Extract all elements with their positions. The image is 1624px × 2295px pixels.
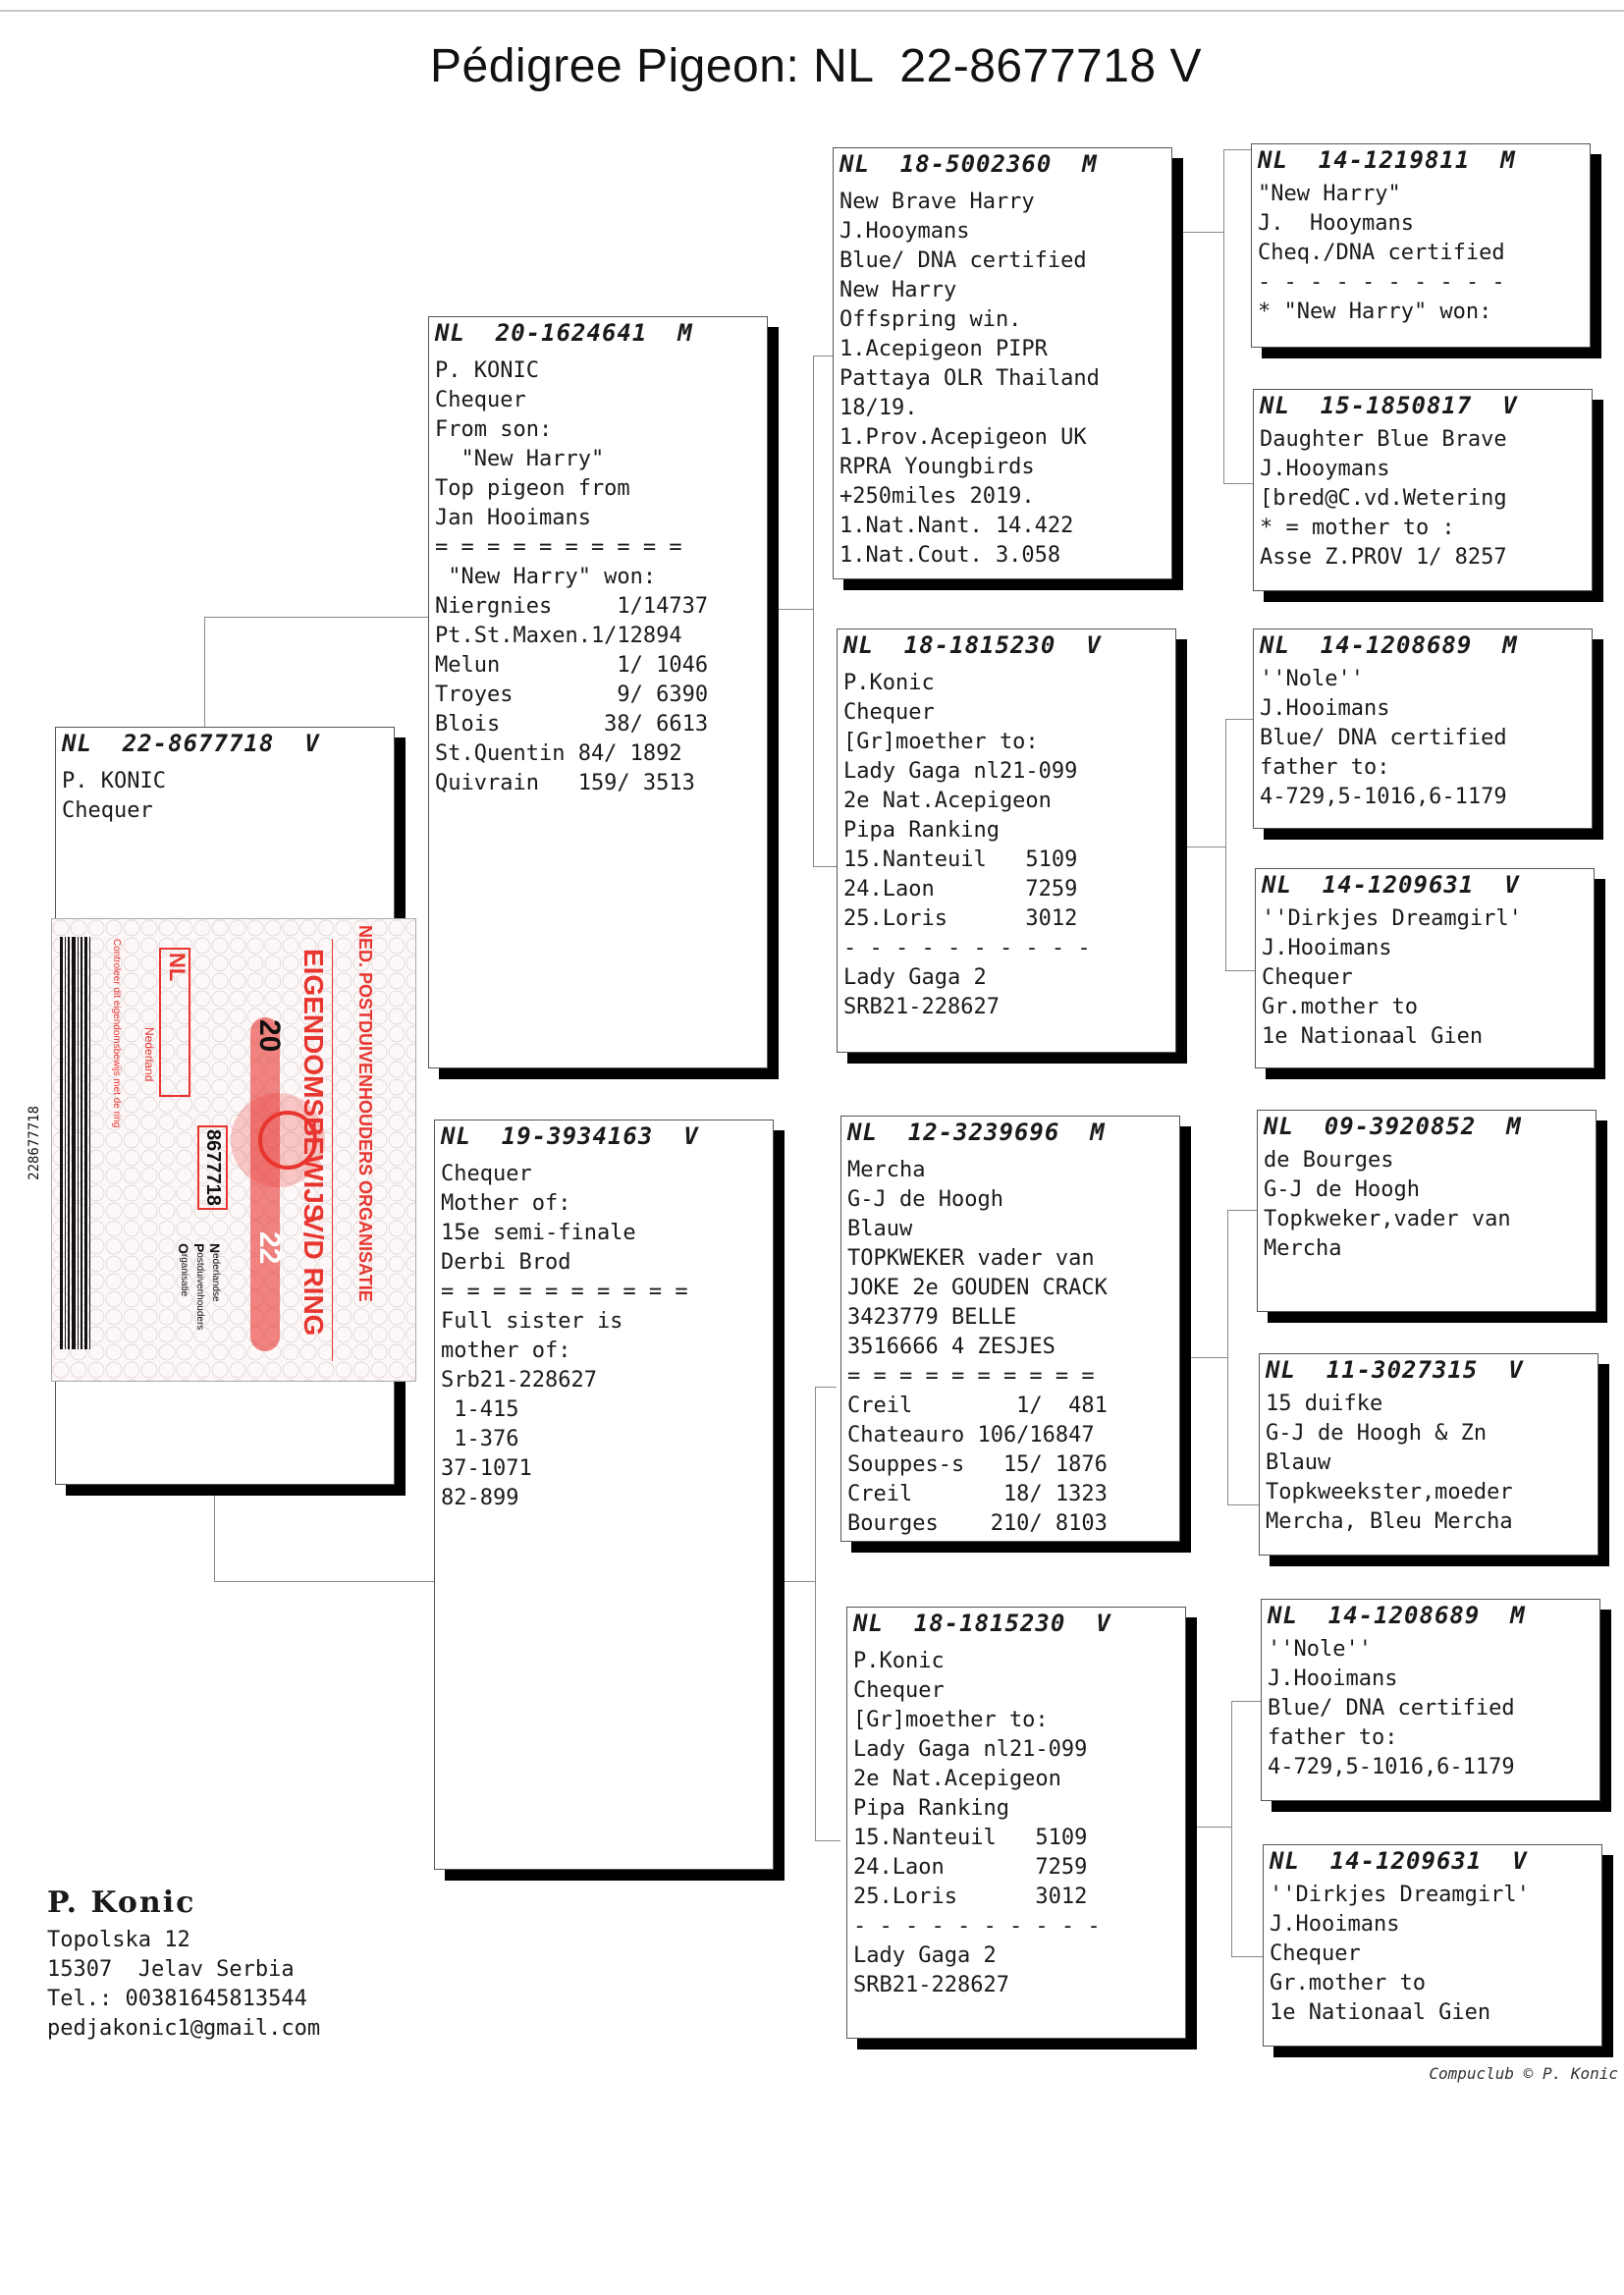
detail-line: Blauw [1266,1450,1331,1475]
pigeon-details [441,1160,688,1513]
detail-line: ''Dirkjes Dreamgirl' [1262,906,1522,931]
detail-line: 24.Laon 7259 [853,1855,1088,1880]
detail-line: TOPKWEKER vader van [847,1246,1095,1271]
connector [214,1485,215,1581]
detail-line: From son: [435,417,553,442]
detail-line: St.Quentin 84/ 1892 [435,741,682,766]
connector [1178,232,1223,233]
pigeon-details [1260,425,1507,573]
detail-line: 1.Prov.Acepigeon UK [839,425,1087,450]
org-logo-word: rganisatie [179,1253,189,1297]
detail-line: mother of: [441,1339,571,1363]
connector [813,866,837,867]
detail-line: 25.Loris 3012 [843,906,1078,931]
detail-line: 2e Nat.Acepigeon [843,789,1052,813]
detail-line: 37-1071 [441,1456,532,1481]
detail-line: 3423779 BELLE [847,1305,1017,1330]
connector [1227,1210,1257,1211]
detail-line: J.Hooimans [1260,696,1390,721]
detail-line: Cheq./DNA certified [1258,241,1505,265]
copyright: Compuclub © P. Konic [1429,2064,1618,2083]
detail-line: 18/19. [839,396,918,420]
card-ring-number: 8677718 [197,1125,228,1210]
detail-line: Daughter Blue Brave [1260,427,1507,452]
pigeon-box-ggm-1 [1253,389,1593,591]
owner-phone: Tel.: 00381645813544 [47,1987,307,2011]
detail-line: Quivrain 159/ 3513 [435,771,695,795]
detail-line: Blue/ DNA certified [1268,1696,1515,1721]
connector [776,609,813,610]
control-text: Controleer dit eigendomsbewijs met de ring [111,939,122,1128]
detail-line: Pt.St.Maxen.1/12894 [435,624,682,648]
detail-line: J.Hooimans [1262,936,1392,960]
barcode-number: 22867771​8 [27,1106,42,1180]
detail-line: 4-729,5-1016,6-1179 [1268,1755,1515,1779]
detail-line: Jan Hooimans [435,506,591,530]
detail-line: 1e Nationaal Gien [1270,2000,1491,2025]
ring-number: NL 14-1219811 M [1258,146,1516,174]
detail-line: "New Harry" [435,447,605,471]
detail-line: SRB21-228627 [853,1973,1009,1997]
detail-line: - - - - - - - - - - [1258,270,1505,295]
detail-line: Lady Gaga nl21-099 [843,759,1078,784]
detail-line: [Gr]moether to: [843,730,1039,754]
detail-line: Creil 1/ 481 [847,1393,1108,1418]
detail-line: Niergnies 1/14737 [435,594,709,619]
detail-line: 4-729,5-1016,6-1179 [1260,785,1507,809]
ring-number: NL 20-1624641 M [435,319,693,347]
detail-line: Pattaya OLR Thailand [839,366,1100,391]
connector [1223,149,1253,150]
detail-line: - - - - - - - - - - [853,1914,1101,1939]
detail-line: J.Hooymans [839,219,970,244]
detail-line: +250miles 2019. [839,484,1035,509]
ring-number: NL 12-3239696 M [847,1119,1106,1146]
pigeon-details [853,1647,1101,2000]
detail-line: Chateauro 106/16847 [847,1423,1095,1448]
owner-info [47,1885,320,2044]
pigeon-box-father [428,316,768,1068]
detail-line: Gr.mother to [1270,1971,1426,1995]
detail-line: Chequer [435,388,526,412]
connector [1225,970,1255,971]
top-rule [0,10,1624,12]
ring-number: NL 22-8677718 V [62,730,320,757]
pigeon-details [1266,1390,1513,1537]
detail-line: Pipa Ranking [843,818,1000,843]
detail-line: Bourges 210/ 8103 [847,1511,1108,1536]
detail-line: G-J de Hoogh & Zn [1266,1421,1488,1446]
detail-line: Topkweker,vader van [1264,1207,1511,1231]
detail-line: Blue/ DNA certified [839,248,1087,273]
ring-number: NL 18-1815230 V [853,1610,1111,1637]
detail-line: father to: [1268,1725,1398,1750]
detail-line: "New Harry" [1258,182,1401,206]
detail-line: J.Hooimans [1270,1912,1400,1937]
org-logo [176,1243,223,1330]
connector [1188,1827,1231,1828]
detail-line: J.Hooimans [1268,1667,1398,1691]
pigeon-box-grandfather-paternal [833,147,1172,579]
detail-line: * = mother to : [1260,516,1455,540]
detail-line: Melun 1/ 1046 [435,653,709,678]
pigeon-details [1262,904,1522,1052]
pigeon-box-ggf-1 [1251,143,1591,348]
org-logo-word: ederlandse [210,1253,221,1302]
ring-number: NL 18-1815230 V [843,631,1102,659]
detail-line: P.Konic [843,671,935,695]
detail-line: Chequer [441,1162,532,1186]
detail-line: Lady Gaga 2 [843,965,987,990]
year-left: 20 [253,1019,286,1053]
ring-ownership-card [27,918,416,1382]
detail-line: New Brave Harry [839,190,1035,214]
detail-line: Top pigeon from [435,476,630,501]
connector [813,355,835,356]
detail-line: 15 duifke [1266,1392,1383,1416]
detail-line: 1.Acepigeon PIPR [839,337,1048,361]
detail-line: Topkweekster,moeder [1266,1480,1513,1504]
detail-line: 1.Nat.Cout. 3.058 [839,543,1061,568]
pigeon-box-ggf-3 [1257,1110,1597,1312]
detail-line: Blue/ DNA certified [1260,726,1507,750]
connector [1225,719,1226,970]
detail-line: 1-415 [441,1397,519,1422]
connector [204,617,428,618]
detail-line: Full sister is [441,1309,623,1334]
connector [1223,149,1224,483]
ring-number: NL 11-3027315 V [1266,1356,1524,1384]
detail-line: 15e semi-finale [441,1221,636,1245]
detail-line: [Gr]moether to: [853,1708,1049,1732]
detail-line: 1.Nat.Nant. 14.422 [839,514,1074,538]
country-name: Nederland [142,1027,156,1082]
connector [784,1581,815,1582]
card-title-suffix: V/D RING [298,1214,329,1337]
pigeon-details [1268,1635,1515,1782]
detail-line: Mother of: [441,1191,571,1216]
detail-line: [bred@C.vd.Wetering [1260,486,1507,511]
detail-line: = = = = = = = = = = [441,1280,688,1304]
detail-line: 82-899 [441,1486,519,1510]
connector [1223,483,1255,484]
ring-number: NL 09-3920852 M [1264,1113,1522,1140]
detail-line: P.Konic [853,1649,945,1673]
connector [815,1387,837,1388]
detail-line: Derbi Brod [441,1250,571,1275]
owner-name: P. Konic [47,1885,196,1920]
detail-line: Pipa Ranking [853,1796,1009,1821]
ring-number: NL 18-5002360 M [839,150,1098,178]
detail-line: Blauw [847,1217,913,1241]
pigeon-details [843,669,1091,1022]
detail-line: Chequer [1262,965,1353,990]
page-title: Pédigree Pigeon: NL 22-8677718 V [430,40,1202,92]
detail-line: "New Harry" won: [435,565,657,589]
detail-line: 24.Laon 7259 [843,877,1078,902]
detail-line: J. Hooymans [1258,211,1414,236]
detail-line: G-J de Hoogh [1264,1177,1420,1202]
detail-line: 15.Nanteuil 5109 [853,1826,1088,1850]
detail-line: Chequer [1270,1941,1361,1966]
ring-number: NL 14-1209631 V [1270,1847,1528,1875]
detail-line: SRB21-228627 [843,995,1000,1019]
pigeon-box-ggf-2 [1253,628,1593,829]
detail-line: Chequer [853,1678,945,1703]
detail-line: Mercha [847,1158,926,1182]
pigeon-box-ggm-2 [1255,868,1595,1068]
detail-line: P. KONIC [62,769,166,793]
detail-line: Chequer [62,798,153,823]
detail-line: J.Hooymans [1260,457,1390,481]
detail-line: G-J de Hoogh [847,1187,1003,1212]
detail-line: = = = = = = = = = = [435,535,682,560]
year-right: 22 [253,1231,286,1265]
ring-number: NL 14-1208689 M [1268,1602,1526,1629]
connector [815,1840,840,1841]
connector [815,1387,816,1840]
detail-line: ''Dirkjes Dreamgirl' [1270,1883,1530,1907]
connector [1227,1504,1259,1505]
org-logo-letter: N [207,1243,223,1254]
org-logo-word: ostduivenhouders [194,1252,205,1331]
pigeon-details [1260,665,1507,812]
org-name: NED. POSTDUIVENHOUDERS ORGANISATIE [355,925,375,1302]
ring-number: NL 14-1208689 M [1260,631,1518,659]
pigeon-box-grandmother-maternal [846,1607,1186,2039]
connector [1225,719,1255,720]
detail-line: Lady Gaga 2 [853,1943,997,1968]
detail-line: = = = = = = = = = = [847,1364,1095,1389]
connector [1182,1357,1227,1358]
pigeon-details [847,1156,1108,1539]
detail-line: 2e Nat.Acepigeon [853,1767,1061,1791]
detail-line: Chequer [843,700,935,725]
detail-line: ''Nole'' [1260,667,1364,691]
detail-line: de Bourges [1264,1148,1394,1173]
connector [1231,1701,1261,1702]
detail-line: Asse Z.PROV 1/ 8257 [1260,545,1507,570]
connector [204,617,205,727]
detail-line: 25.Loris 3012 [853,1885,1088,1909]
detail-line: - - - - - - - - - - [843,936,1091,960]
detail-line: Mercha, Bleu Mercha [1266,1509,1513,1534]
detail-line: Lady Gaga nl21-099 [853,1737,1088,1762]
detail-line: 15.Nanteuil 5109 [843,847,1078,872]
pigeon-details [839,188,1100,571]
pigeon-box-grandfather-maternal [840,1116,1180,1542]
ring-number: NL 14-1209631 V [1262,871,1520,899]
connector [1231,1956,1263,1957]
detail-line: Offspring win. [839,307,1022,332]
detail-line: Troyes 9/ 6390 [435,683,709,707]
red-divider [332,939,333,1361]
detail-line: P. KONIC [435,358,539,383]
pigeon-details [1258,180,1505,327]
owner-city: 15307 Jelav Serbia [47,1957,295,1982]
connector [813,355,814,866]
detail-line: Gr.mother to [1262,995,1418,1019]
pigeon-details [435,356,708,798]
detail-line: Mercha [1264,1236,1342,1261]
pigeon-box-ggm-3 [1259,1353,1598,1556]
detail-line: Srb21-228627 [441,1368,597,1393]
org-logo-letter: O [176,1243,191,1254]
connector [214,1581,436,1582]
detail-line: ''Nole'' [1268,1637,1372,1662]
pigeon-box-mother [434,1120,774,1870]
pigeon-details [62,767,166,826]
ring-number: NL 15-1850817 V [1260,392,1518,419]
card-title: EIGENDOMSBEWIJS [298,949,329,1223]
pigeon-box-ggf-4 [1261,1599,1600,1801]
detail-line: 1e Nationaal Gien [1262,1024,1484,1049]
owner-email: pedjakonic1@gmail.com [47,2016,321,2041]
detail-line: Creil 18/ 1323 [847,1482,1108,1506]
country-code: NL [165,953,189,982]
detail-line: 1-376 [441,1427,519,1451]
pigeon-details [1270,1881,1530,2028]
detail-line: Blois 38/ 6613 [435,712,709,737]
connector [1231,1701,1232,1956]
detail-line: father to: [1260,755,1390,780]
org-logo-letter: P [191,1243,207,1253]
detail-line: 3516666 4 ZESJES [847,1335,1056,1359]
detail-line: New Harry [839,278,957,302]
pigeon-box-grandmother-paternal [837,628,1176,1053]
pigeon-details [1264,1146,1511,1264]
pigeon-box-ggm-4 [1263,1844,1602,2047]
detail-line: Souppes-s 15/ 1876 [847,1452,1108,1477]
detail-line: JOKE 2e GOUDEN CRACK [847,1276,1108,1300]
ring-number: NL 19-3934163 V [441,1122,699,1150]
detail-line: RPRA Youngbirds [839,455,1035,479]
connector [1227,1210,1228,1504]
owner-address: Topolska 12 [47,1928,190,1952]
detail-line: * "New Harry" won: [1258,300,1492,324]
